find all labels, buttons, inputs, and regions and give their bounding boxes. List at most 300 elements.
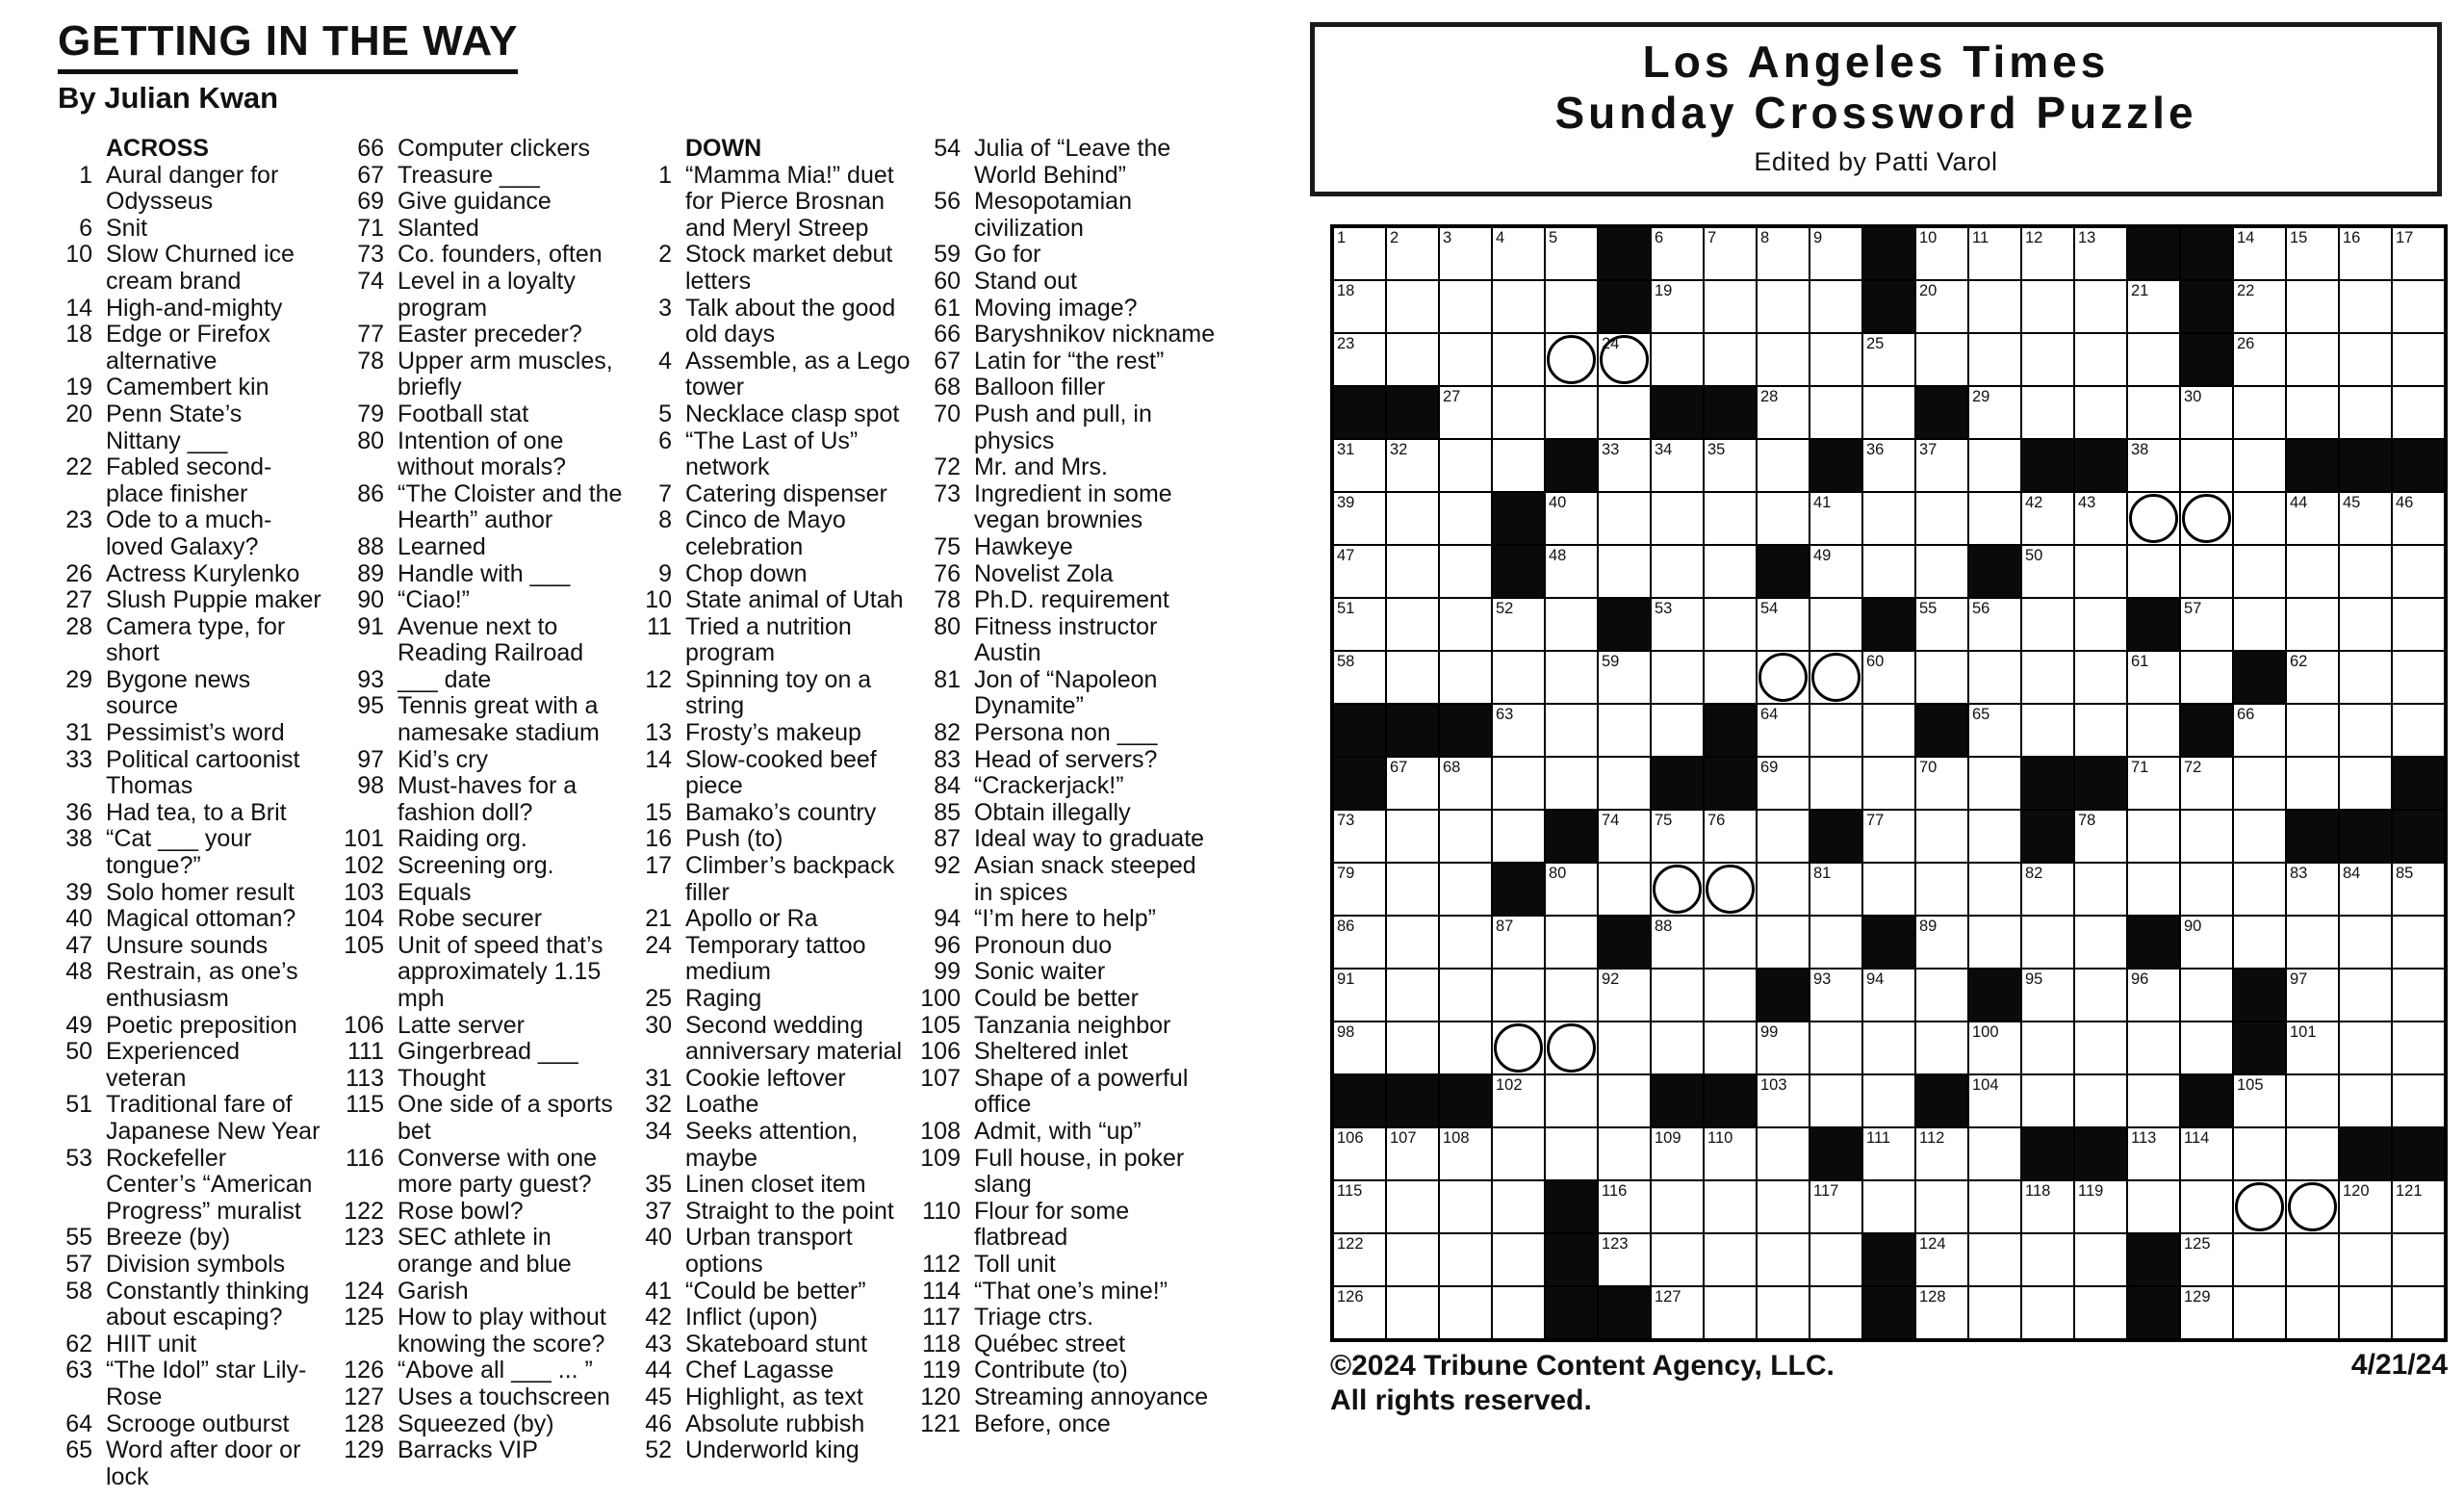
grid-cell	[1546, 1022, 1597, 1073]
clue-item	[330, 216, 629, 243]
grid-cell	[1652, 228, 1703, 279]
grid-cell	[2075, 387, 2126, 438]
grid-cell	[1387, 440, 1438, 491]
grid-cell	[2022, 493, 2073, 544]
grid-cell-black	[2181, 705, 2232, 756]
grid-cell	[1916, 758, 1967, 809]
clue-text: How to play without knowing the score?	[398, 1304, 606, 1358]
clue-text: Gingerbread ___	[398, 1038, 578, 1066]
clue-text: Screening org.	[398, 852, 554, 880]
clue-text: Stand out	[974, 267, 1078, 295]
grid-cell-black	[2181, 334, 2232, 385]
clue-text: Ph.D. requirement	[974, 586, 1169, 614]
clue-text: HIIT unit	[106, 1330, 197, 1358]
grid-cell-black	[1969, 546, 2020, 597]
clue-text: Penn State’s Nittany ___	[106, 400, 243, 454]
cell-number: 119	[2078, 1182, 2104, 1200]
grid-cell-black	[2022, 440, 2073, 491]
cell-number: 18	[1337, 282, 1355, 299]
clue-number: 15	[645, 798, 672, 826]
grid-cell-black	[2075, 758, 2126, 809]
grid-cell	[2181, 440, 2232, 491]
clue-item	[618, 1172, 921, 1199]
clue-number: 122	[344, 1197, 384, 1225]
clue-text: Chop down	[685, 559, 808, 587]
grid-cell	[1599, 705, 1650, 756]
clue-number: 83	[934, 745, 961, 773]
clue-number: 12	[645, 665, 672, 693]
clue-number: 88	[357, 532, 384, 560]
grid-cell	[1969, 1128, 2020, 1179]
grid-cell	[1916, 1287, 1967, 1338]
grid-cell	[2181, 1181, 2232, 1232]
cell-number: 24	[1602, 335, 1620, 352]
grid-cell	[2234, 1234, 2285, 1285]
clue-text: Solo homer result	[106, 878, 295, 906]
clue-number: 35	[645, 1171, 672, 1199]
grid-cell	[1969, 599, 2020, 650]
clue-number: 127	[344, 1383, 384, 1410]
clue-text: Unit of speed that’s approximately 1.15 mph	[398, 931, 603, 1012]
grid-cell-black	[2234, 1022, 2285, 1073]
cell-number: 105	[2237, 1076, 2264, 1094]
grid-cell	[1969, 1075, 2020, 1126]
circle-marker	[1811, 653, 1861, 702]
grid-cell	[1758, 493, 1809, 544]
grid-cell	[1810, 1022, 1861, 1073]
grid-cell	[1810, 1287, 1861, 1338]
grid-cell	[1387, 1287, 1438, 1338]
cell-number: 96	[2131, 970, 2149, 988]
clue-item	[618, 1013, 921, 1066]
grid-cell	[1546, 228, 1597, 279]
clue-number: 66	[357, 135, 384, 162]
grid-cell	[2181, 1128, 2232, 1179]
grid-cell	[1599, 334, 1650, 385]
clue-number: 78	[934, 586, 961, 614]
clue-text: Must-haves for a fashion doll?	[398, 772, 578, 826]
grid-cell	[1387, 334, 1438, 385]
cell-number: 124	[1919, 1235, 1946, 1253]
grid-cell	[2340, 917, 2391, 968]
grid-cell-black	[1863, 599, 1914, 650]
clue-text: Football stat	[398, 400, 529, 427]
cell-number: 101	[2290, 1023, 2317, 1041]
cell-number: 41	[1813, 494, 1832, 511]
grid-cell-black	[1334, 705, 1385, 756]
grid-cell	[1440, 864, 1491, 915]
clue-item	[907, 986, 1217, 1013]
clue-number: 126	[344, 1357, 384, 1384]
clue-item	[330, 1384, 629, 1411]
grid-cell	[1334, 228, 1385, 279]
grid-cell	[1705, 599, 1756, 650]
grid-cell	[1863, 1075, 1914, 1126]
grid-cell	[1705, 1234, 1756, 1285]
clue-text: Latte server	[398, 1011, 526, 1039]
clue-number: 68	[934, 374, 961, 401]
grid-cell	[2075, 1234, 2126, 1285]
grid-cell	[1546, 1075, 1597, 1126]
grid-cell	[1440, 1181, 1491, 1232]
cell-number: 40	[1549, 494, 1567, 511]
clue-text: Ode to a much-loved Galaxy?	[106, 506, 272, 560]
clue-item	[907, 401, 1217, 454]
clue-item	[330, 1279, 629, 1306]
clue-item	[38, 1146, 322, 1226]
grid-cell	[2340, 652, 2391, 703]
clue-text: Easter preceder?	[398, 321, 582, 349]
clue-item	[907, 614, 1217, 667]
grid-cell	[1969, 758, 2020, 809]
clue-item	[38, 322, 322, 375]
clue-item	[330, 561, 629, 588]
grid-cell	[1546, 493, 1597, 544]
cell-number: 26	[2237, 335, 2255, 352]
clue-number: 76	[934, 559, 961, 587]
grid-cell-black	[2181, 281, 2232, 332]
clue-number: 2	[658, 241, 672, 269]
grid-cell	[2075, 1022, 2126, 1073]
clue-number: 5	[658, 400, 672, 427]
grid-cell	[1599, 440, 1650, 491]
cell-number: 6	[1655, 229, 1664, 246]
clue-item	[38, 720, 322, 747]
grid-cell	[1387, 758, 1438, 809]
copyright	[1330, 1349, 1835, 1418]
cell-number: 2	[1390, 229, 1399, 246]
grid-cell-black	[1599, 281, 1650, 332]
grid-cell	[1493, 1181, 1544, 1232]
clue-item	[618, 1437, 921, 1464]
grid-cell	[2340, 228, 2391, 279]
circle-marker	[1547, 1023, 1596, 1073]
grid-cell	[1546, 599, 1597, 650]
grid-cell	[1387, 1181, 1438, 1232]
crossword-grid	[1330, 224, 2448, 1342]
clue-text: SEC athlete in orange and blue	[398, 1224, 572, 1278]
clue-item	[330, 933, 629, 1013]
clue-item	[38, 1092, 322, 1145]
clue-text: Tried a nutrition program	[685, 612, 852, 667]
clue-item	[907, 826, 1217, 853]
grid-cell	[1334, 1181, 1385, 1232]
clue-item	[618, 1119, 921, 1172]
clue-text: Edge or Firefox alternative	[106, 321, 270, 375]
cell-number: 27	[1443, 388, 1461, 405]
circle-marker	[2235, 1182, 2284, 1231]
grid-cell	[2128, 1022, 2179, 1073]
cell-number: 111	[1866, 1129, 1891, 1147]
clue-number: 61	[934, 294, 961, 322]
clue-text: Underworld king	[685, 1436, 860, 1464]
grid-cell	[1758, 1181, 1809, 1232]
clue-item	[330, 1092, 629, 1145]
clue-item	[330, 349, 629, 401]
clue-item	[330, 1437, 629, 1464]
grid-cell	[2287, 1128, 2338, 1179]
grid-cell	[1599, 970, 1650, 1021]
clue-text: Poetic preposition	[106, 1011, 297, 1039]
grid-cell	[2340, 864, 2391, 915]
grid-cell	[2340, 758, 2391, 809]
cell-number: 7	[1707, 229, 1717, 246]
grid-cell	[1652, 811, 1703, 862]
clue-item	[330, 189, 629, 216]
cell-number: 51	[1337, 600, 1355, 617]
grid-cell	[1599, 493, 1650, 544]
clue-number: 32	[645, 1091, 672, 1119]
grid-cell	[1758, 440, 1809, 491]
grid-cell	[1863, 546, 1914, 597]
clue-text: Sheltered inlet	[974, 1038, 1128, 1066]
grid-cell-black	[1599, 1287, 1650, 1338]
grid-cell-black	[1758, 546, 1809, 597]
clue-text: Spinning toy on a string	[685, 665, 872, 720]
cell-number: 121	[2396, 1182, 2423, 1200]
clue-text: Balloon filler	[974, 374, 1106, 401]
grid-cell	[1599, 387, 1650, 438]
lat-title-line1: Los Angeles Times	[1642, 37, 2110, 87]
cell-number: 114	[2184, 1129, 2210, 1147]
grid-cell	[1652, 970, 1703, 1021]
clue-item	[907, 561, 1217, 588]
grid-cell	[1599, 1181, 1650, 1232]
cell-number: 81	[1813, 865, 1832, 882]
grid-cell	[1705, 864, 1756, 915]
clue-text: Highlight, as text	[685, 1383, 863, 1410]
grid-cell	[1493, 917, 1544, 968]
grid-cell	[2234, 1181, 2285, 1232]
grid-cell	[1652, 705, 1703, 756]
clue-text: Garish	[398, 1277, 469, 1305]
cell-number: 64	[1760, 706, 1779, 723]
grid-cell	[1705, 546, 1756, 597]
clue-text: Handle with ___	[398, 559, 571, 587]
grid-cell-black	[1493, 546, 1544, 597]
grid-cell-black	[2393, 1128, 2444, 1179]
grid-cell	[2234, 546, 2285, 597]
clue-number: 108	[920, 1117, 961, 1145]
clue-number: 70	[934, 400, 961, 427]
grid-cell-black	[1705, 1075, 1756, 1126]
clue-number: 105	[344, 931, 384, 959]
grid-cell	[2234, 440, 2285, 491]
cell-number: 79	[1337, 865, 1355, 882]
clue-number: 30	[645, 1011, 672, 1039]
grid-cell-black	[1705, 758, 1756, 809]
cell-number: 93	[1813, 970, 1832, 988]
clue-text: Co. founders, often	[398, 241, 603, 269]
clue-number: 79	[357, 400, 384, 427]
clue-text: Jon of “Napoleon Dynamite”	[974, 665, 1158, 720]
clue-number: 47	[65, 931, 92, 959]
grid-cell-black	[2128, 1287, 2179, 1338]
grid-cell	[1863, 1181, 1914, 1232]
grid-cell	[1758, 705, 1809, 756]
cell-number: 17	[2396, 229, 2414, 246]
grid-cell	[1810, 1075, 1861, 1126]
clue-number: 114	[922, 1277, 961, 1305]
grid-cell	[2181, 493, 2232, 544]
grid-cell	[2340, 599, 2391, 650]
grid-cell	[2340, 281, 2391, 332]
grid-cell	[1810, 546, 1861, 597]
clue-text: Fabled second-place finisher	[106, 453, 272, 507]
grid-cell	[2075, 1181, 2126, 1232]
grid-cell	[2287, 705, 2338, 756]
cell-number: 68	[1443, 759, 1461, 776]
grid-cell	[1440, 1128, 1491, 1179]
clue-number: 72	[934, 453, 961, 481]
clue-number: 44	[645, 1357, 672, 1384]
clue-text: Scrooge outburst	[106, 1409, 290, 1437]
clue-text: Head of servers?	[974, 745, 1158, 773]
grid-cell	[2022, 917, 2073, 968]
grid-cell	[1493, 1128, 1544, 1179]
clue-text: Aural danger for Odysseus	[106, 161, 279, 216]
clue-item	[330, 163, 629, 190]
grid-cell	[2128, 1181, 2179, 1232]
grid-cell	[1652, 599, 1703, 650]
grid-cell	[1387, 281, 1438, 332]
grid-cell	[2075, 1287, 2126, 1338]
grid-cell	[1599, 811, 1650, 862]
cell-number: 63	[1496, 706, 1514, 723]
grid-cell	[1969, 705, 2020, 756]
clue-number: 80	[934, 612, 961, 640]
clue-number: 6	[79, 214, 92, 242]
grid-cell	[1493, 281, 1544, 332]
clue-text: Treasure ___	[398, 161, 540, 189]
cell-number: 54	[1760, 600, 1779, 617]
clue-number: 98	[357, 772, 384, 800]
grid-cell	[2287, 652, 2338, 703]
grid-cell-black	[2340, 1128, 2391, 1179]
clue-item	[330, 1146, 629, 1199]
cell-number: 57	[2184, 600, 2202, 617]
clue-number: 62	[65, 1330, 92, 1358]
circle-marker	[1600, 335, 1649, 384]
grid-cell	[1387, 864, 1438, 915]
grid-cell	[1758, 758, 1809, 809]
grid-cell-black	[1863, 1234, 1914, 1285]
clue-item	[618, 163, 921, 243]
grid-cell	[1705, 917, 1756, 968]
clue-item	[907, 1013, 1217, 1040]
grid-cell	[1599, 1075, 1650, 1126]
clue-item	[907, 322, 1217, 349]
cell-number: 127	[1655, 1288, 1681, 1306]
clue-number: 19	[65, 374, 92, 401]
clue-number: 66	[934, 321, 961, 349]
grid-cell	[2393, 228, 2444, 279]
clue-number: 96	[934, 931, 961, 959]
clue-text: Word after door or lock	[106, 1436, 301, 1490]
clue-number: 43	[645, 1330, 672, 1358]
clue-number: 40	[65, 905, 92, 933]
lat-header-box	[1310, 22, 2442, 196]
cell-number: 56	[1972, 600, 1990, 617]
cell-number: 42	[2025, 494, 2043, 511]
grid-cell	[2234, 705, 2285, 756]
grid-cell	[1758, 811, 1809, 862]
clue-item	[618, 1225, 921, 1278]
grid-cell-black	[1705, 705, 1756, 756]
grid-cell	[1705, 1022, 1756, 1073]
clue-item	[330, 773, 629, 826]
grid-cell	[1652, 1128, 1703, 1179]
grid-cell	[1334, 546, 1385, 597]
clue-item	[38, 1332, 322, 1358]
clue-item	[907, 933, 1217, 960]
clue-text: Ingredient in some vegan brownies	[974, 479, 1172, 534]
grid-cell	[1758, 1128, 1809, 1179]
cell-number: 19	[1655, 282, 1673, 299]
grid-cell	[1334, 917, 1385, 968]
grid-cell	[1652, 1234, 1703, 1285]
grid-cell	[1652, 281, 1703, 332]
grid-cell	[2075, 652, 2126, 703]
grid-cell	[1652, 1181, 1703, 1232]
cell-number: 84	[2343, 865, 2361, 882]
cell-number: 45	[2343, 494, 2361, 511]
grid-cell	[2340, 970, 2391, 1021]
cell-number: 14	[2237, 229, 2255, 246]
grid-cell	[1652, 440, 1703, 491]
clue-item	[618, 1411, 921, 1438]
clue-number: 64	[65, 1409, 92, 1437]
clue-text: Equals	[398, 878, 472, 906]
grid-cell-black	[2340, 811, 2391, 862]
clue-item	[907, 349, 1217, 375]
clue-item	[907, 773, 1217, 800]
grid-cell	[1599, 1022, 1650, 1073]
clue-text: Admit, with “up”	[974, 1117, 1142, 1145]
clue-text: Seeks attention, maybe	[685, 1117, 859, 1172]
grid-cell	[2181, 599, 2232, 650]
clue-item	[618, 296, 921, 349]
clue-item	[618, 1066, 921, 1093]
clue-item	[618, 1279, 921, 1306]
clue-item	[38, 401, 322, 454]
cell-number: 104	[1972, 1076, 1999, 1094]
clue-number: 60	[934, 267, 961, 295]
grid-cell-black	[1652, 387, 1703, 438]
clue-text: Hawkeye	[974, 532, 1073, 560]
cell-number: 72	[2184, 759, 2202, 776]
cell-number: 10	[1919, 229, 1938, 246]
grid-cell-black	[1810, 811, 1861, 862]
clue-number: 67	[934, 347, 961, 375]
grid-cell	[2234, 281, 2285, 332]
clue-text: Tanzania neighbor	[974, 1011, 1171, 1039]
clue-item	[907, 136, 1217, 189]
grid-cell-black	[2393, 758, 2444, 809]
grid-cell	[2287, 1234, 2338, 1285]
grid-cell	[2234, 334, 2285, 385]
circle-marker	[2129, 494, 2178, 543]
grid-cell	[2340, 493, 2391, 544]
clue-item	[330, 880, 629, 907]
clue-text: Before, once	[974, 1409, 1111, 1437]
clue-number: 26	[65, 559, 92, 587]
cell-number: 55	[1919, 600, 1938, 617]
clue-text: Magical ottoman?	[106, 905, 296, 933]
grid-cell	[1493, 1287, 1544, 1338]
clue-number: 59	[934, 241, 961, 269]
grid-cell	[1758, 652, 1809, 703]
